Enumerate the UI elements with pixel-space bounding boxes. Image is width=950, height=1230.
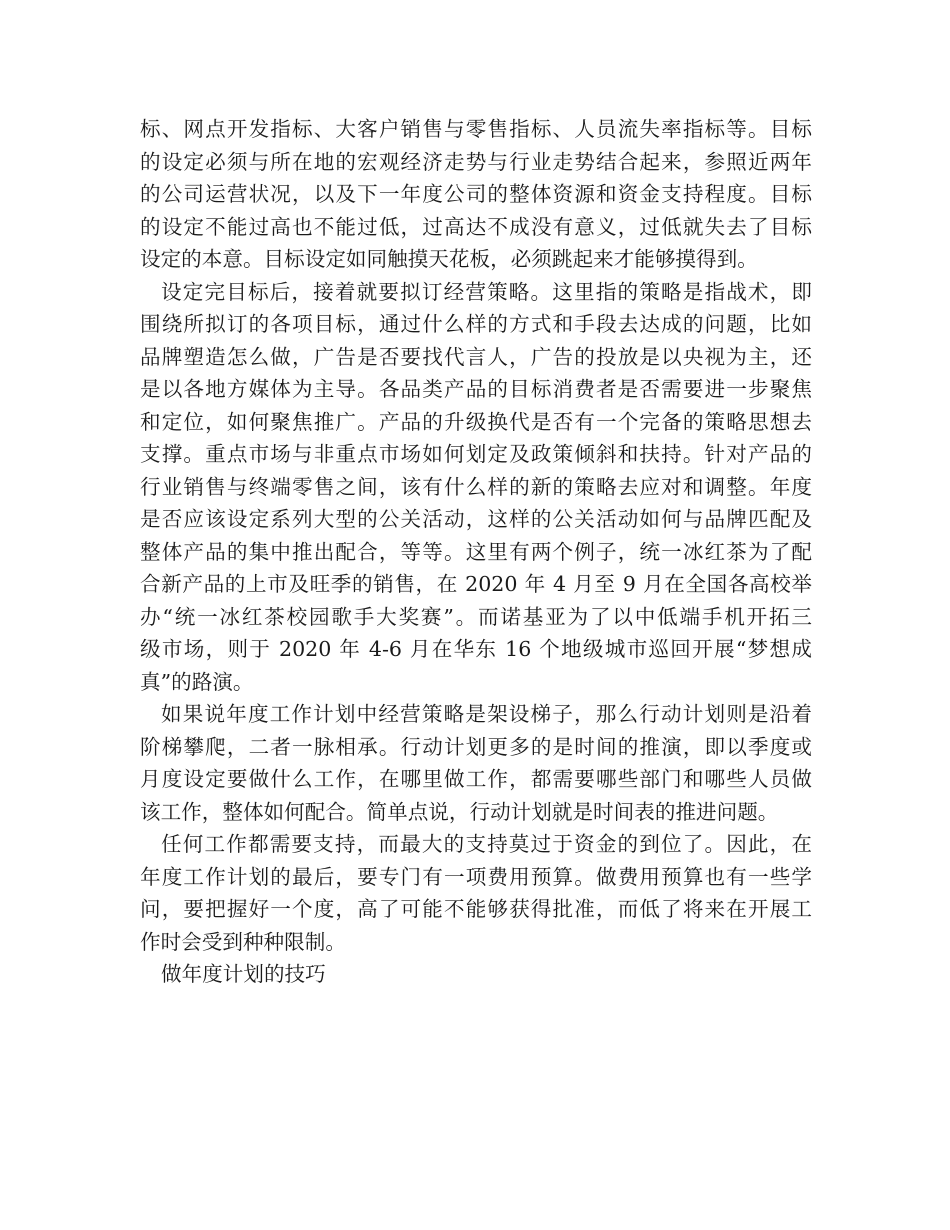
paragraph xyxy=(140,113,812,276)
paragraph xyxy=(140,958,812,991)
text-line: 年度工作计划的最后，要专门有一项费用预算。做费用预算也有一些学 xyxy=(140,864,812,889)
text-line: 围绕所拟订的各项目标，通过什么样的方式和手段去达成的问题，比如 xyxy=(140,312,812,336)
text-line: 该工作，整体如何配合。简单点说，行动计划就是时间表的推进问题。 xyxy=(140,799,779,824)
text-line: 作时会受到种种限制。 xyxy=(140,929,346,954)
text-line: 任何工作都需要支持，而最大的支持莫过于资金的到位了。因此，在 xyxy=(161,832,812,856)
text-line: 办“统一冰红茶校园歌手大奖赛”。而诺基亚为了以中低端手机开拓三 xyxy=(140,604,812,629)
text-line: 阶梯攀爬，二者一脉相承。行动计划更多的是时间的推演，即以季度或 xyxy=(140,734,812,759)
text-line: 品牌塑造怎么做，广告是否要找代言人，广告的投放是以央视为主，还 xyxy=(140,344,812,369)
text-line: 月度设定要做什么工作，在哪里做工作，都需要哪些部门和哪些人员做 xyxy=(140,767,812,791)
text-line: 的公司运营状况，以及下一年度公司的整体资源和资金支持程度。目标 xyxy=(140,182,812,206)
text-line: 真”的路演。 xyxy=(140,669,254,694)
text-line: 的设定不能过高也不能过低，过高达不成没有意义，过低就失去了目标 xyxy=(140,214,812,239)
section-heading: 做年度计划的技巧 xyxy=(161,962,326,986)
text-line: 是否应该设定系列大型的公关活动，这样的公关活动如何与品牌匹配及 xyxy=(140,507,812,531)
text-line: 设定的本意。目标设定如同触摸天花板，必须跳起来才能够摸得到。 xyxy=(140,247,758,271)
text-line: 问，要把握好一个度，高了可能不能够获得批准，而低了将来在开展工 xyxy=(140,897,812,921)
text-line: 整体产品的集中推出配合，等等。这里有两个例子，统一冰红茶为了配 xyxy=(140,539,812,564)
paragraph xyxy=(140,698,812,828)
text-line: 和定位，如何聚焦推广。产品的升级换代是否有一个完备的策略思想去 xyxy=(140,409,812,434)
paragraph xyxy=(140,276,812,699)
text-line: 是以各地方媒体为主导。各品类产品的目标消费者是否需要进一步聚焦 xyxy=(140,377,812,401)
text-line: 级市场，则于 2020 年 4-6 月在华东 16 个地级城市巡回开展“梦想成 xyxy=(140,637,812,661)
paragraph xyxy=(140,828,812,958)
text-line: 的设定必须与所在地的宏观经济走势与行业走势结合起来，参照近两年 xyxy=(140,149,812,174)
text-line: 行业销售与终端零售之间，该有什么样的新的策略去应对和调整。年度 xyxy=(140,474,812,499)
text-line: 设定完目标后，接着就要拟订经营策略。这里指的策略是指战术，即 xyxy=(161,279,812,304)
text-line: 支撑。重点市场与非重点市场如何划定及政策倾斜和扶持。针对产品的 xyxy=(140,442,812,466)
text-line: 标、网点开发指标、大客户销售与零售指标、人员流失率指标等。目标 xyxy=(140,117,812,141)
text-line: 如果说年度工作计划中经营策略是架设梯子，那么行动计划则是沿着 xyxy=(161,702,812,726)
document-body xyxy=(140,113,812,991)
text-line: 合新产品的上市及旺季的销售，在 2020 年 4 月至 9 月在全国各高校举 xyxy=(140,572,812,596)
